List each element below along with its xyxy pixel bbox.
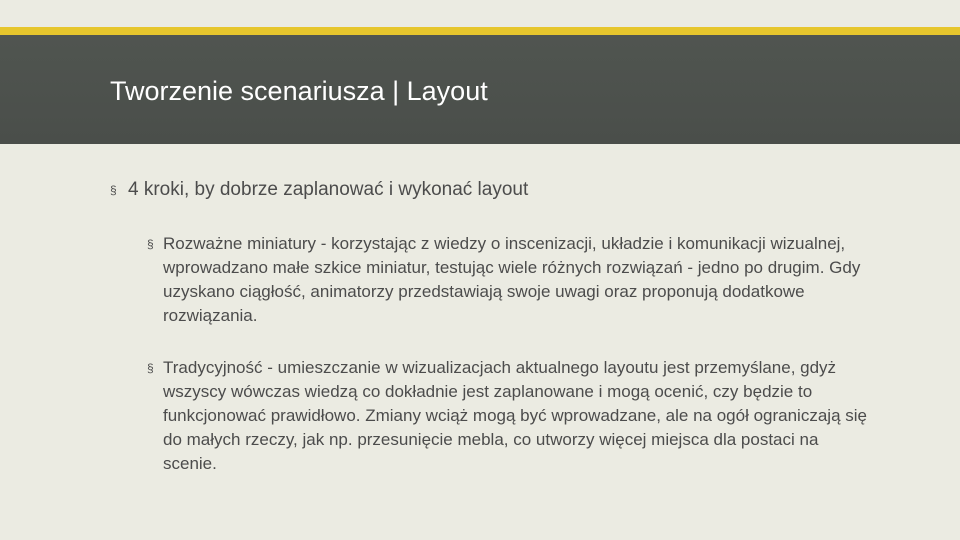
square-bullet-icon: § xyxy=(110,183,117,197)
sub-bullet-point-1 xyxy=(147,232,867,328)
main-point-text: 4 kroki, by dobrze zaplanować i wykonać layout xyxy=(128,179,529,200)
square-bullet-icon: § xyxy=(147,237,154,251)
square-bullet-icon: § xyxy=(147,361,154,375)
main-bullet-point xyxy=(110,178,870,202)
sub-point-text-1: Rozważne miniatury - korzystając z wiedzy o inscenizacji, układzie i komunikacji wizualnej, wprowadzano małe szkice miniatur, testując wiele różnych rozwiązań - jedno po drugim. Gdy uzyskano ciągłość, animatorzy przedstawiają swoje uwagi oraz proponują dodatkowe rozwiązania. xyxy=(163,234,861,325)
sub-point-text-2: Tradycyjność - umieszczanie w wizualizacjach aktualnego layoutu jest przemyślane, gdyż wszyscy wówczas wiedzą co dokładnie jest zaplanowane i mogą ocenić, czy będzie to funkcjonować prawidłowo. Zmiany wciąż mogą być wprowadzane, ale na ogół ograniczają się do małych rzeczy, jak np. przesunięcie mebla, co utworzy więcej miejsca dla postaci na scenie. xyxy=(163,358,867,473)
sub-bullet-point-2 xyxy=(147,356,867,476)
slide-title: Tworzenie scenariusza | Layout xyxy=(110,76,488,106)
